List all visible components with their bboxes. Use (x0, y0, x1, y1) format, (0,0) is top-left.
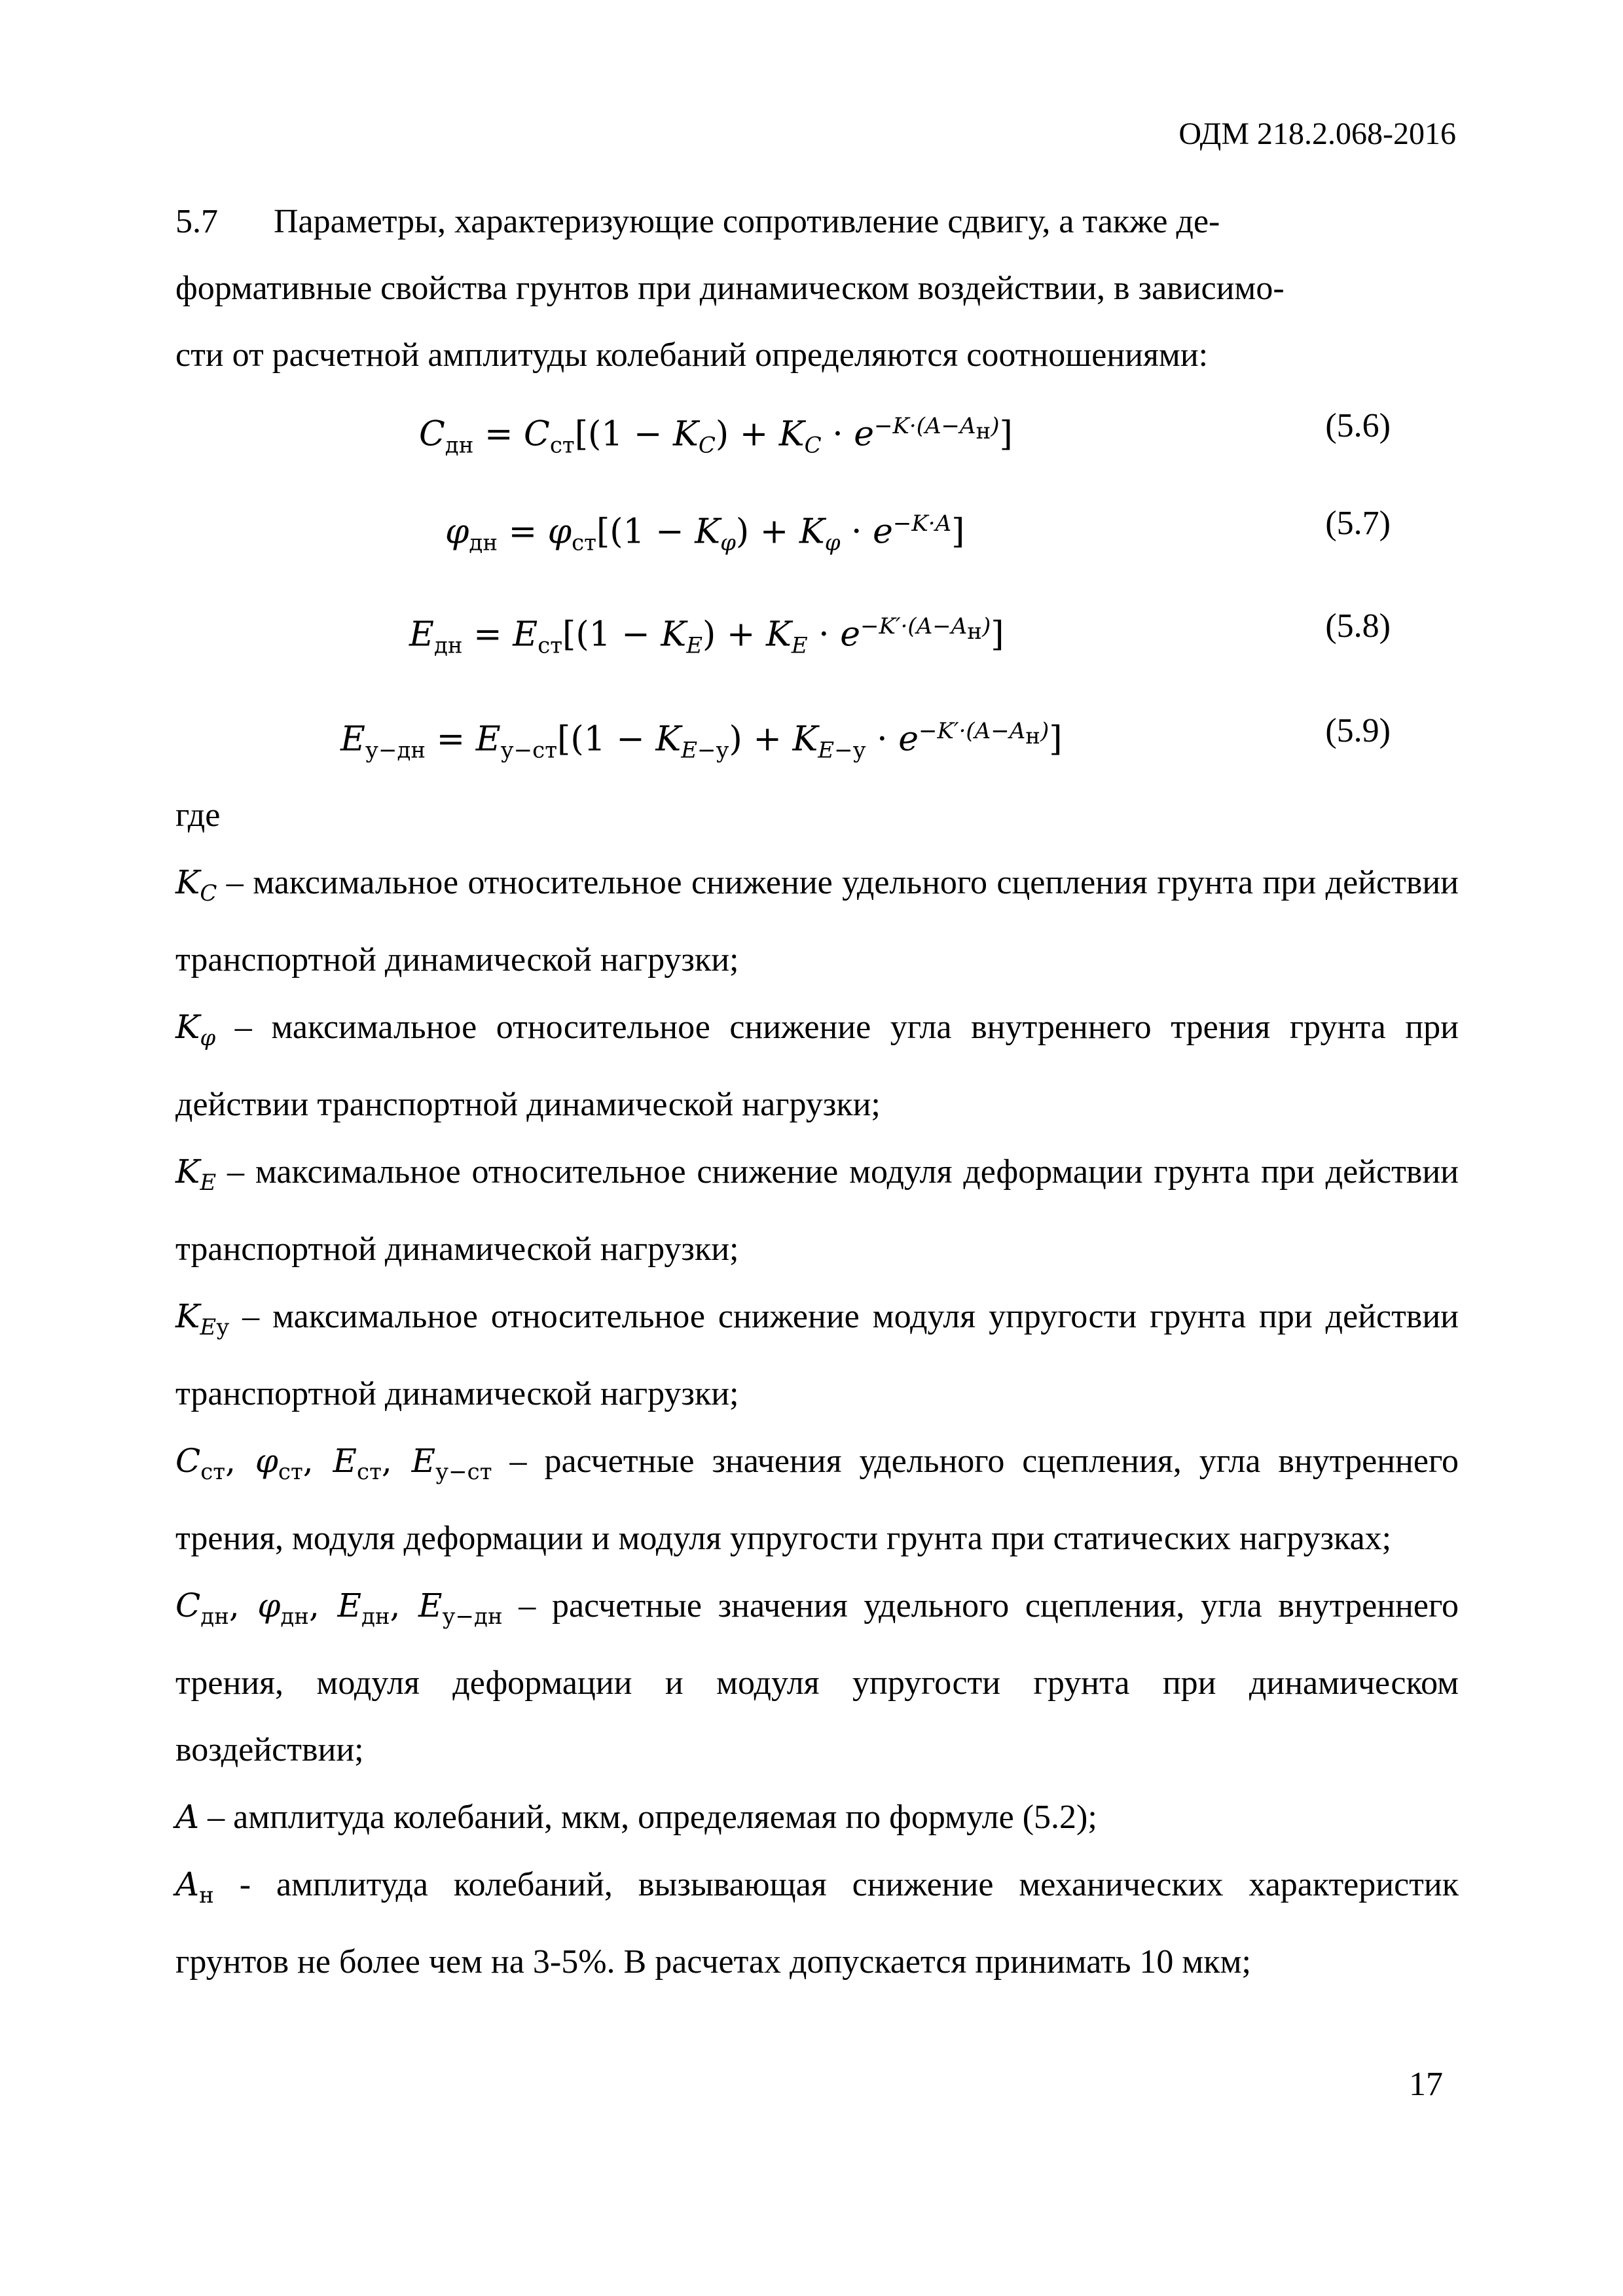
where-label: где (175, 797, 221, 834)
definition-kc: $K_C$ – максимальное относительное снижение удельного сцепления грунта при действии транспортной динамической нагрузки; (175, 863, 1459, 978)
formula-5-7 (0, 488, 1623, 560)
definition-kphi: $K_\varphi$ – максимальное относительное снижение угла внутреннего трения грунта при действии транспортной динамической нагрузки; (175, 1008, 1459, 1123)
formula-5-6-expression: $C_{дн} = C_{ст}[(1 - K_C) + K_C \cdot e^{-K\cdot(A-A_н)}]$ (419, 413, 1013, 459)
section-5-7-intro (175, 188, 1459, 389)
formula-number: (5.9) (1325, 712, 1391, 749)
definition-ke: $K_E$ – максимальное относительное снижение модуля деформации грунта при действии транспортной динамической нагрузки; (175, 1153, 1459, 1268)
document-code-header: ОДМ 218.2.068-2016 (1178, 117, 1456, 151)
definition-key: $K_{Eу}$ – максимальное относительное снижение модуля упругости грунта при действии транспортной динамической нагрузки; (175, 1297, 1459, 1412)
definitions-block (175, 782, 1459, 1996)
definition-dynamic-values: $C_{дн}$, $\varphi_{дн}$, $E_{дн}$, $E_{у-дн}$ – расчетные значения удельного сцепления, угла внутреннего трения, модуля деформации и модуля упругости грунта при динамическом воздействии; (175, 1587, 1459, 1768)
formula-number: (5.6) (1325, 407, 1391, 444)
formula-5-8 (0, 590, 1623, 662)
definition-an: $A_н$ - амплитуда колебаний, вызывающая снижение механических характеристик грунтов не более чем на 3-5%. В расчетах допускается принимать 10 мкм; (175, 1865, 1459, 1981)
section-number: 5.7 (175, 203, 218, 240)
formula-5-9-expression: $E_{у-дн} = E_{у-ст}[(1 - K_{E-у}) + K_{E-у} \cdot e^{-K'\cdot(A-A_н)}]$ (340, 718, 1063, 764)
symbol-key: $K_{Eу}$ (175, 1297, 230, 1340)
symbol-dynamic-list: $C_{дн}$, $\varphi_{дн}$, $E_{дн}$, $E_{у-дн}$ (175, 1587, 503, 1630)
definition-a: A – амплитуда колебаний, мкм, определяемая по формуле (5.2); (175, 1798, 1097, 1836)
formula-5-9 (0, 695, 1623, 767)
intro-line-1: Параметры, характеризующие сопротивление сдвигу, а также де- (274, 203, 1220, 240)
intro-line-2: формативные свойства грунтов при динамическом воздействии, в зависимо- (175, 270, 1285, 307)
symbol-ke: $K_E$ (175, 1153, 217, 1196)
formula-5-6 (0, 390, 1623, 462)
symbol-a: A (175, 1798, 200, 1836)
symbol-static-list: $C_{ст}$, $\varphi_{ст}$, $E_{ст}$, $E_{у-ст}$ (175, 1442, 492, 1485)
symbol-kphi: $K_\varphi$ (175, 1008, 216, 1051)
symbol-an: $A_н$ (175, 1865, 214, 1909)
formula-number: (5.7) (1325, 505, 1391, 542)
symbol-kc: $K_C$ (175, 863, 217, 906)
intro-line-3: сти от расчетной амплитуды колебаний определяются соотношениями: (175, 336, 1209, 374)
definition-static-values: $C_{ст}$, $\varphi_{ст}$, $E_{ст}$, $E_{у-ст}$ – расчетные значения удельного сцепления, угла внутреннего трения, модуля деформации и модуля упругости грунта при статических нагрузках; (175, 1442, 1459, 1557)
formula-number: (5.8) (1325, 607, 1391, 645)
page-number: 17 (1409, 2066, 1443, 2103)
formula-5-7-expression: $\varphi_{дн} = \varphi_{ст}[(1 - K_\varphi) + K_\varphi \cdot e^{-K\cdot A}]$ (445, 511, 965, 556)
formula-5-8-expression: $E_{дн} = E_{ст}[(1 - K_E) + K_E \cdot e^{-K'\cdot(A-A_н)}]$ (409, 613, 1004, 659)
